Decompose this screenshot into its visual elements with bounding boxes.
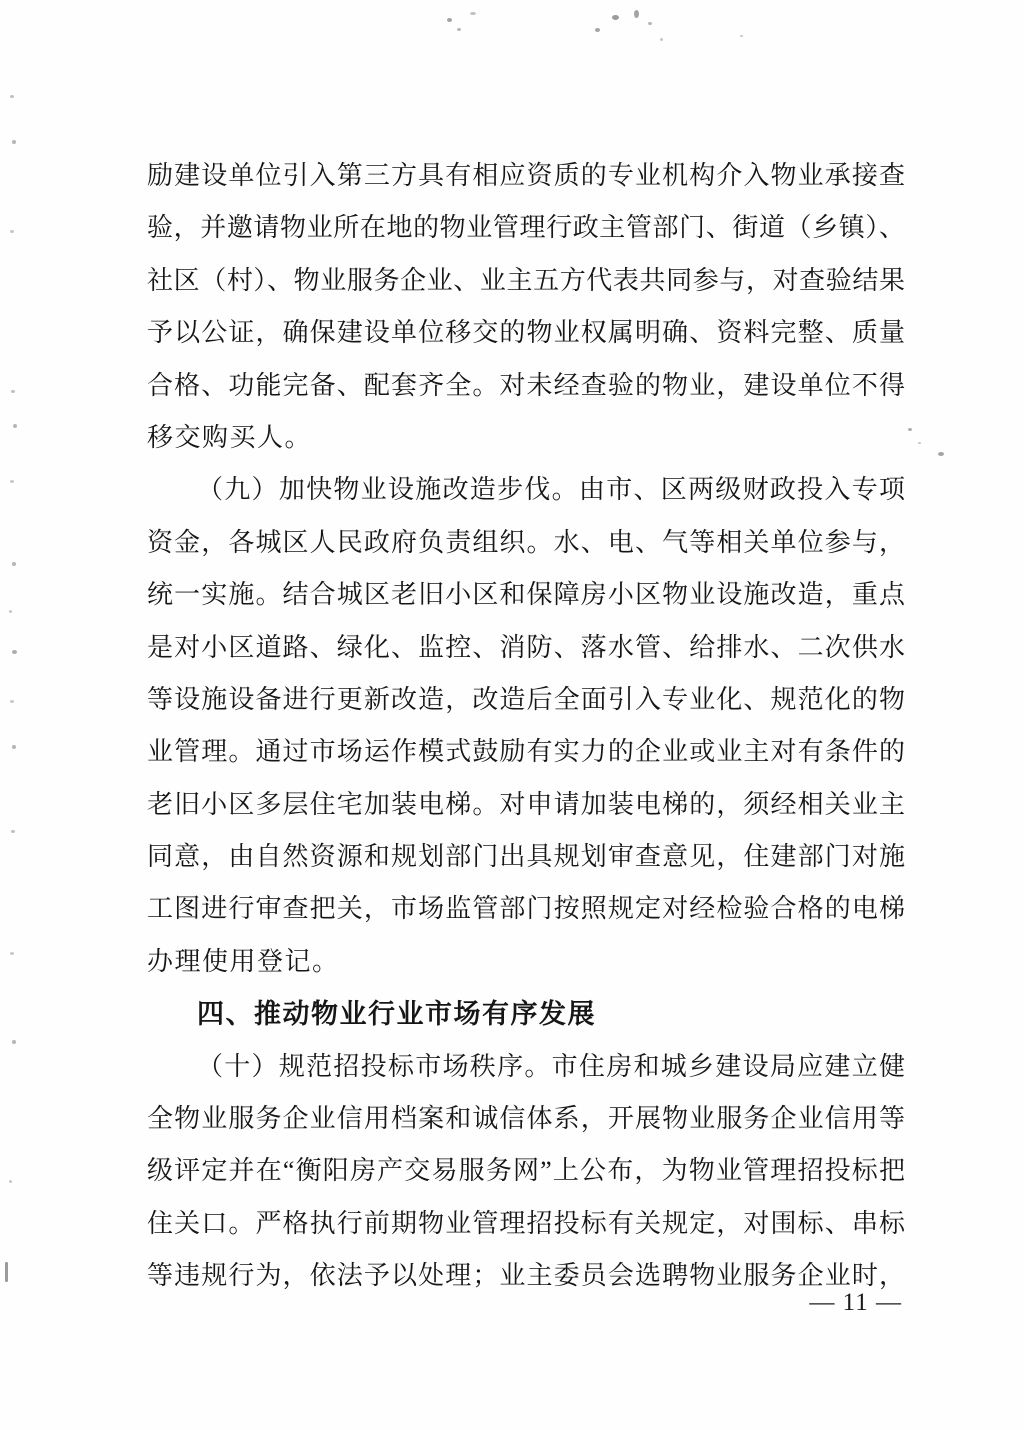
text-line: 合格、功能完备、配套齐全。对未经查验的物业，建设单位不得 bbox=[147, 370, 905, 400]
scan-noise bbox=[12, 745, 16, 749]
text-line: 验，并邀请物业所在地的物业管理行政主管部门、街道（乡镇）、 bbox=[147, 213, 905, 243]
scan-noise bbox=[740, 35, 743, 37]
scan-noise bbox=[612, 15, 619, 20]
document-body bbox=[147, 150, 905, 1303]
scan-noise bbox=[10, 95, 14, 98]
scan-noise bbox=[11, 390, 15, 393]
page-number: — 11 — bbox=[809, 1289, 902, 1316]
section-heading: 四、推动物业行业市场有序发展 bbox=[197, 999, 596, 1030]
scan-noise bbox=[648, 22, 652, 25]
scan-noise bbox=[12, 1040, 16, 1044]
scan-noise bbox=[5, 1262, 8, 1282]
text-line: 老旧小区多层住宅加装电梯。对申请加装电梯的，须经相关业主 bbox=[147, 789, 905, 819]
scan-noise bbox=[447, 18, 452, 22]
scan-noise bbox=[634, 10, 639, 18]
scan-noise bbox=[10, 230, 14, 233]
text-line: 全物业服务企业信用档案和诚信体系，开展物业服务企业信用等 bbox=[147, 1104, 905, 1134]
scan-noise bbox=[10, 480, 14, 483]
scan-noise bbox=[11, 830, 15, 833]
scan-noise bbox=[10, 952, 14, 955]
text-line: 励建设单位引入第三方具有相应资质的专业机构介入物业承接查 bbox=[147, 161, 905, 190]
scan-noise bbox=[457, 28, 461, 31]
text-line: 移交购买人。 bbox=[147, 422, 313, 452]
scan-noise bbox=[12, 562, 16, 566]
text-line: 是对小区道路、绿化、监控、消防、落水管、给排水、二次供水 bbox=[147, 632, 905, 662]
scan-noise bbox=[12, 650, 17, 654]
text-line: 级评定并在“衡阳房产交易服务网”上公布，为物业管理招投标把 bbox=[147, 1156, 905, 1186]
text-line: 业管理。通过市场运作模式鼓励有实力的企业或业主对有条件的 bbox=[147, 737, 905, 767]
text-line: （九）加快物业设施改造步伐。由市、区两级财政投入专项 bbox=[197, 475, 905, 505]
scan-noise bbox=[470, 12, 476, 15]
scan-noise bbox=[12, 140, 16, 144]
scan-noise bbox=[9, 610, 12, 613]
text-line: 工图进行审查把关，市场监管部门按照规定对经检验合格的电梯 bbox=[147, 894, 905, 924]
scan-noise bbox=[660, 38, 663, 41]
scan-noise bbox=[918, 442, 921, 444]
text-line: 等设施设备进行更新改造，改造后全面引入专业化、规范化的物 bbox=[147, 684, 905, 714]
scan-noise bbox=[10, 700, 14, 703]
text-line: （十）规范招投标市场秩序。市住房和城乡建设局应建立健 bbox=[197, 1051, 905, 1081]
text-line: 社区（村）、物业服务企业、业主五方代表共同参与，对查验结果 bbox=[147, 265, 905, 295]
scan-noise bbox=[9, 1180, 12, 1183]
scan-noise bbox=[938, 452, 944, 456]
text-line: 统一实施。结合城区老旧小区和保障房小区物业设施改造，重点 bbox=[147, 580, 905, 610]
text-line: 住关口。严格执行前期物业管理招投标有关规定，对围标、串标 bbox=[147, 1208, 905, 1238]
scan-noise bbox=[595, 28, 600, 32]
text-line: 同意，由自然资源和规划部门出具规划审查意见，住建部门对施 bbox=[147, 842, 905, 872]
text-line: 予以公证，确保建设单位移交的物业权属明确、资料完整、质量 bbox=[147, 318, 905, 348]
scan-noise bbox=[908, 428, 912, 431]
scan-noise bbox=[13, 424, 17, 428]
text-line: 资金，各城区人民政府负责组织。水、电、气等相关单位参与， bbox=[147, 527, 905, 557]
text-line: 办理使用登记。 bbox=[147, 946, 340, 976]
text-line: 等违规行为，依法予以处理；业主委员会选聘物业服务企业时， bbox=[147, 1261, 905, 1291]
